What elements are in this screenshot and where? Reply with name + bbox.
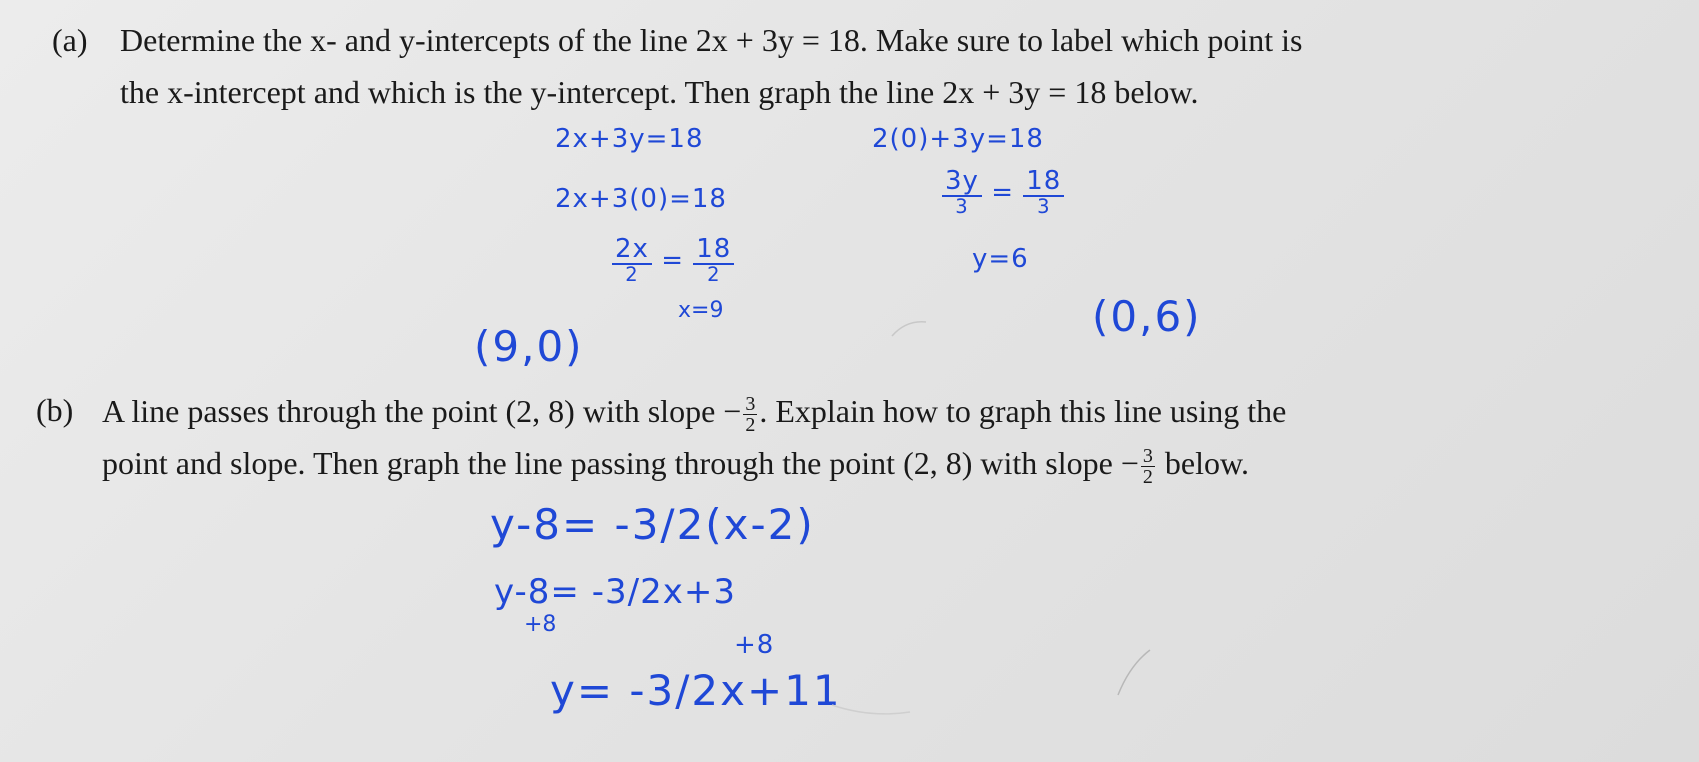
- hw-eq-b2-equals: =: [991, 177, 1014, 208]
- part-b-label: (b): [36, 392, 74, 428]
- part-b-line-2-end: below.: [1156, 444, 1249, 481]
- faint-mark-2: [1118, 650, 1150, 695]
- slope-fraction-2-den: 2: [1142, 466, 1153, 488]
- part-b-line-2-text: point and slope. Then graph the line passing through the point (2, 8) with slope −: [102, 444, 1139, 481]
- part-a-line-1: Determine the x- and y-intercepts of the line 2x + 3y = 18. Make sure to label which point is: [120, 22, 1303, 58]
- hw-plus-right: +8: [734, 630, 775, 660]
- hw-eq-b2-num-right: 18: [1023, 168, 1064, 197]
- slope-fraction-2-num: 3: [1142, 445, 1153, 467]
- hw-eq-b1: 2(0)+3y=18: [872, 124, 1044, 154]
- hw-eq-b3: y=6: [972, 244, 1029, 274]
- slope-fraction-1-den: 2: [745, 414, 756, 436]
- y-intercept-point: (0,6): [1092, 292, 1202, 341]
- hw-eq-a1: 2x+3y=18: [555, 124, 704, 154]
- faint-mark-3: [832, 705, 910, 714]
- hw-eq-b2-den-left: 3: [955, 195, 969, 219]
- hw-point-slope-eq: y-8= -3/2(x-2): [490, 500, 815, 549]
- hw-distributed-eq: y-8= -3/2x+3: [494, 572, 736, 612]
- hw-eq-b2-num-left: 3y: [942, 168, 982, 197]
- hw-eq-a3-num-left: 2x: [612, 236, 652, 265]
- part-b-line-1-text: A line passes through the point (2, 8) with slope −: [102, 392, 742, 429]
- hw-eq-b2-den-right: 3: [1037, 195, 1051, 219]
- hw-plus-left: +8: [524, 612, 557, 637]
- hw-eq-a3-equals: =: [661, 245, 684, 276]
- hw-slope-intercept-eq: y= -3/2x+11: [550, 666, 842, 715]
- hw-eq-a3-num-right: 18: [693, 236, 734, 265]
- x-intercept-point: (9,0): [474, 322, 584, 371]
- part-b-line-1-end: . Explain how to graph this line using the: [759, 392, 1287, 429]
- part-a-label: (a): [52, 22, 88, 58]
- hw-eq-a4: x=9: [678, 298, 724, 323]
- slope-fraction-1-num: 3: [745, 393, 756, 415]
- hw-eq-a3-den-left: 2: [625, 263, 639, 287]
- hw-eq-a2: 2x+3(0)=18: [555, 184, 727, 214]
- part-a-line-2: the x-intercept and which is the y-intercept. Then graph the line 2x + 3y = 18 below.: [120, 74, 1199, 110]
- hw-eq-a3-den-right: 2: [707, 263, 721, 287]
- faint-mark-1: [892, 322, 926, 336]
